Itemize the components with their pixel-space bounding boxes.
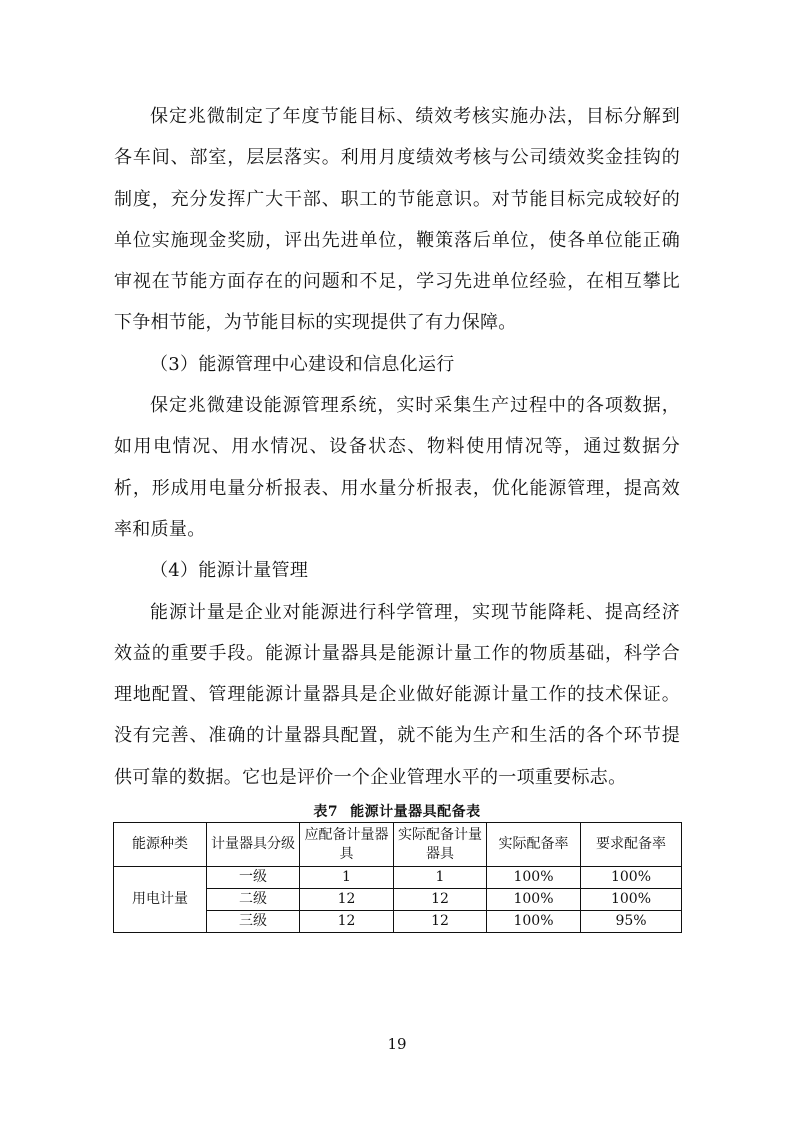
actual-rate-cell: 100% — [487, 911, 581, 933]
header-equipment-level: 计量器具分级 — [207, 823, 300, 867]
level-cell: 一级 — [207, 867, 300, 889]
level-cell: 三级 — [207, 911, 300, 933]
actual-count-cell: 1 — [394, 867, 487, 889]
energy-type-cell: 用电计量 — [114, 867, 207, 933]
header-required-rate: 要求配备率 — [581, 823, 682, 867]
actual-count-cell: 12 — [394, 911, 487, 933]
table-row — [114, 867, 682, 889]
table-caption-title: 能源计量器具配备表 — [350, 804, 481, 821]
level-cell: 二级 — [207, 889, 300, 911]
required-count-cell: 1 — [300, 867, 394, 889]
actual-rate-cell: 100% — [487, 889, 581, 911]
paragraph-energy-targets: 保定兆微制定了年度节能目标、绩效考核实施办法，目标分解到各车间、部室，层层落实。利用月度绩效考核与公司绩效奖金挂钩的制度，充分发挥广大干部、职工的节能意识。对节能目标完成较好的单位实施现金奖励，评出先进单位，鞭策落后单位，使各单位能正确审视在节能方面存在的问题和不足，学习先进单位经验，在相互攀比下争相节能，为节能目标的实现提供了有力保障。 — [114, 106, 680, 334]
section-heading-3: （3）能源管理中心建设和信息化运行 — [150, 353, 455, 375]
actual-rate-cell: 100% — [487, 867, 581, 889]
table-header-row — [114, 823, 682, 867]
header-required-equipment: 应配备计量器具 — [300, 823, 394, 867]
metering-equipment-table — [113, 822, 682, 933]
document-body — [114, 96, 680, 933]
required-rate-cell: 100% — [581, 867, 682, 889]
actual-count-cell: 12 — [394, 889, 487, 911]
required-rate-cell: 100% — [581, 889, 682, 911]
required-count-cell: 12 — [300, 889, 394, 911]
table-caption-label: 表7 — [313, 804, 339, 821]
table-caption — [114, 802, 680, 822]
header-actual-equipment: 实际配备计量器具 — [394, 823, 487, 867]
required-rate-cell: 95% — [581, 911, 682, 933]
page-number: 19 — [387, 1035, 407, 1053]
header-energy-type: 能源种类 — [114, 823, 207, 867]
paragraph-energy-metering: 能源计量是企业对能源进行科学管理，实现节能降耗、提高经济效益的重要手段。能源计量器具是能源计量工作的物质基础，科学合理地配置、管理能源计量器具是企业做好能源计量工作的技术保证。没有完善、准确的计量器具配置，就不能为生产和生活的各个环节提供可靠的数据。它也是评价一个企业管理水平的一项重要标志。 — [114, 601, 680, 788]
section-heading-4: （4）能源计量管理 — [150, 560, 309, 582]
header-actual-rate: 实际配备率 — [487, 823, 581, 867]
required-count-cell: 12 — [300, 911, 394, 933]
paragraph-energy-management-center: 保定兆微建设能源管理系统，实时采集生产过程中的各项数据，如用电情况、用水情况、设备状态、物料使用情况等，通过数据分析，形成用电量分析报表、用水量分析报表，优化能源管理，提高效率和质量。 — [114, 395, 680, 540]
